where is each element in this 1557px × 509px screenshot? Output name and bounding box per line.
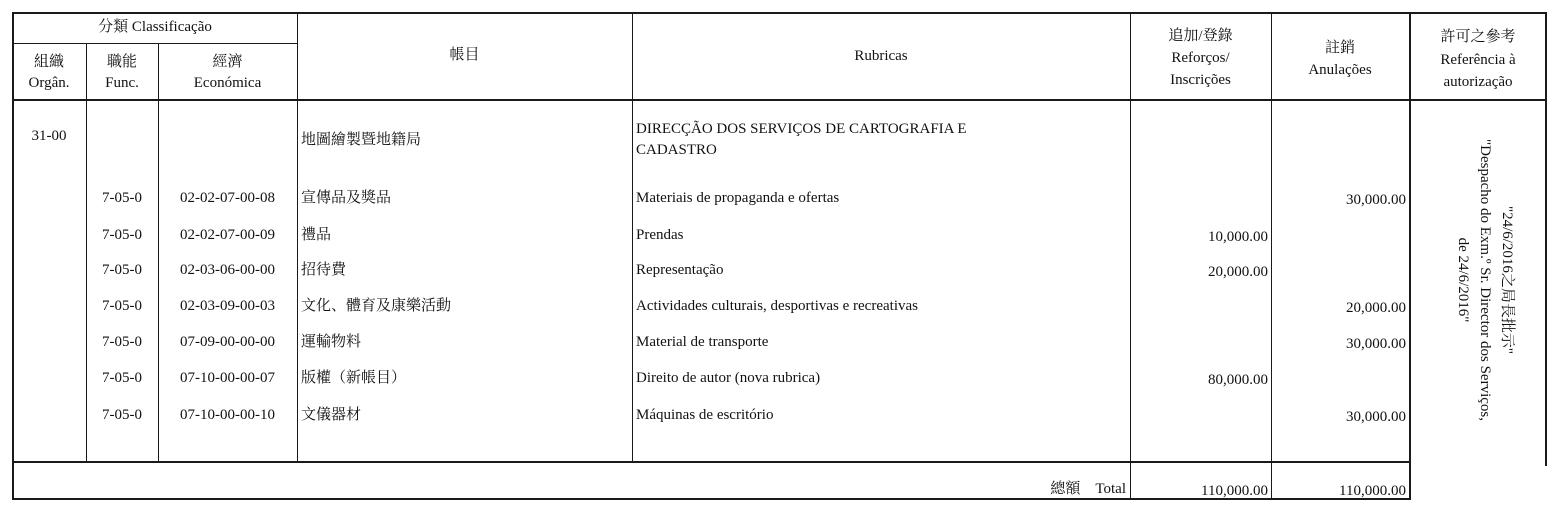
authorization-line1: "24/6/2016之局長批示" [1499,205,1515,355]
classification-divider [12,43,298,44]
row-func-code: 7-05-0 [102,407,142,423]
row-func-code: 7-05-0 [102,370,142,386]
header-ref-pt1: Referência à [1440,52,1516,68]
header-rubricas: Rubricas [854,48,908,64]
col-divider-rubricas [632,12,633,462]
header-organ-pt: Orgân. [28,75,70,91]
row-rubrica-pt: Direito de autor (nova rubrica) [636,370,821,386]
header-func-zh: 職能 [106,54,137,70]
department-name-zh: 地圖繪製暨地籍局 [301,132,422,148]
authorization-text [1452,115,1518,445]
row-reforco: 10,000.00 [1208,229,1268,245]
authorization-line3: de 24/6/2016" [1455,237,1471,323]
row-rubrica-pt: Máquinas de escritório [636,407,774,423]
row-func-code: 7-05-0 [102,334,142,350]
row-account-zh: 運輸物料 [301,334,362,350]
header-organ-zh: 組織 [33,54,64,70]
header-econ-pt: Económica [193,75,262,91]
row-econ-code: 07-10-00-00-07 [180,370,275,386]
row-anulacao: 20,000.00 [1346,300,1406,316]
row-reforco: 80,000.00 [1208,372,1268,388]
row-anulacao: 30,000.00 [1346,409,1406,425]
row-rubrica-pt: Actividades culturais, desportivas e recreativas [636,298,918,314]
department-name-pt-line1: DIRECÇÃO DOS SERVIÇOS DE CARTOGRAFIA E [636,121,967,137]
total-label: 總額 Total [1050,481,1126,497]
row-rubrica-pt: Materiais de propaganda e ofertas [636,190,840,206]
col-divider-account [297,12,298,462]
row-account-zh: 招待費 [301,262,347,278]
header-classification: 分類 Classificação [98,19,212,35]
header-func-pt: Func. [105,75,139,91]
row-econ-code: 07-10-00-00-10 [180,407,275,423]
row-rubrica-pt: Material de transporte [636,334,769,350]
row-econ-code: 07-09-00-00-00 [180,334,275,350]
row-anulacao: 30,000.00 [1346,336,1406,352]
row-rubrica-pt: Representação [636,262,724,278]
total-reforcos: 110,000.00 [1201,483,1268,499]
row-account-zh: 宣傳品及獎品 [301,190,392,206]
total-anulacoes: 110,000.00 [1339,483,1406,499]
row-econ-code: 02-02-07-00-08 [180,190,275,206]
header-bottom-border [12,99,1547,101]
header-reinforce-pt1: Reforços/ [1171,50,1230,66]
row-func-code: 7-05-0 [102,227,142,243]
row-rubrica-pt: Prendas [636,227,684,243]
header-ref-zh: 許可之參考 [1440,29,1516,45]
authorization-line2: "Despacho do Exm.º Sr. Director dos Serviços, [1477,139,1493,421]
authorization-cell [1430,110,1540,450]
header-cancel-zh: 註銷 [1324,40,1355,56]
row-econ-code: 02-03-09-00-03 [180,298,275,314]
header-cancel-pt: Anulações [1308,62,1372,78]
row-account-zh: 禮品 [301,227,332,243]
row-econ-code: 02-02-07-00-09 [180,227,275,243]
col-divider-econ [158,43,159,462]
row-account-zh: 文儀器材 [301,407,362,423]
row-func-code: 7-05-0 [102,190,142,206]
organ-code: 31-00 [31,128,67,144]
header-reinforce-zh: 追加/登錄 [1168,28,1233,44]
department-name-pt-line2: CADASTRO [636,142,717,158]
row-econ-code: 02-03-06-00-00 [180,262,275,278]
row-anulacao: 30,000.00 [1346,192,1406,208]
header-account-zh: 帳目 [449,47,480,63]
row-func-code: 7-05-0 [102,262,142,278]
row-func-code: 7-05-0 [102,298,142,314]
row-reforco: 20,000.00 [1208,264,1268,280]
header-ref-pt2: autorização [1443,74,1513,90]
header-econ-zh: 經濟 [212,54,243,70]
col-divider-func [86,43,87,462]
row-account-zh: 文化、體育及康樂活動 [301,298,452,314]
header-reinforce-pt2: Inscrições [1170,72,1231,88]
body-bottom-border [12,461,1410,463]
col-divider-anulacoes [1271,12,1272,500]
table-top-border [12,12,1547,14]
row-account-zh: 版權（新帳目） [301,370,407,386]
